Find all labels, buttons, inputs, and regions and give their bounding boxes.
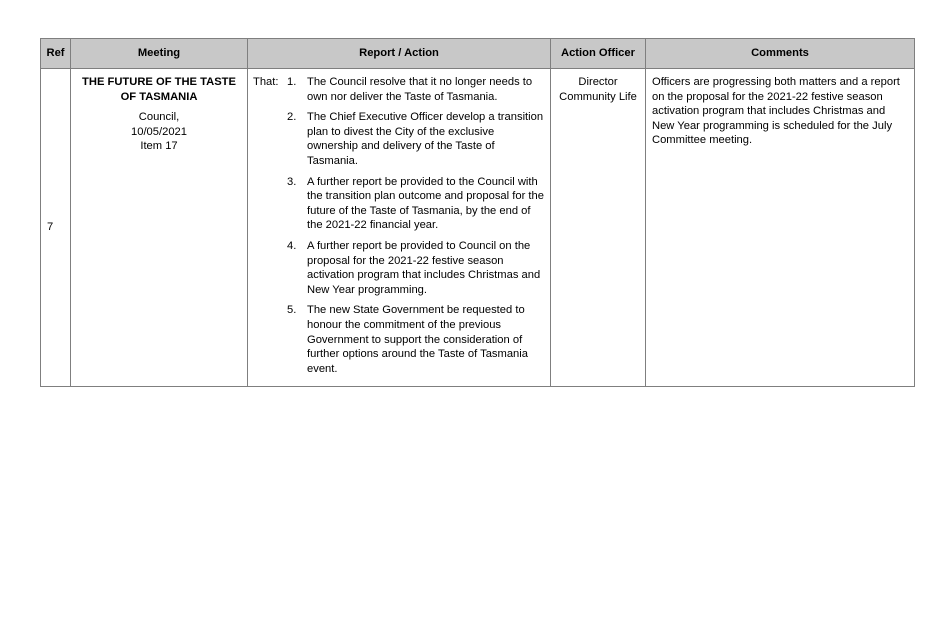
header-ref: Ref: [41, 39, 71, 69]
report-item-text: The Chief Executive Officer develop a transition plan to divest the City of the exclusive ownership and delivery of the Taste of Tasmania.: [307, 111, 544, 167]
report-item: [253, 175, 544, 233]
meeting-cell: [71, 69, 248, 387]
header-meeting: Meeting: [71, 39, 248, 69]
report-item: [253, 303, 544, 376]
report-item-number: 3.: [287, 175, 297, 188]
report-lead: That:: [253, 76, 279, 88]
header-comments: Comments: [646, 39, 915, 69]
report-item-text: The new State Government be requested to honour the commitment of the previous Government to support the consideration of further options around the Taste of Tasmania event.: [307, 304, 528, 375]
report-item-text: A further report be provided to the Council with the transition plan outcome and proposal for the future of the Taste of Tasmania, by the end of the 2021-22 financial year.: [307, 175, 544, 232]
comments-cell: Officers are progressing both matters and a report on the proposal for the 2021-22 festive season activation program that includes Christmas and New Year programming is scheduled for the July Committee meeting.: [646, 69, 915, 387]
report-item-number: 5.: [287, 304, 297, 317]
meeting-date: 10/05/2021: [131, 125, 187, 138]
action-officer-cell: Director Community Life: [551, 69, 646, 387]
report-item-number: 1.: [287, 76, 297, 88]
header-action-officer: Action Officer: [551, 39, 646, 69]
report-item-number: 2.: [287, 111, 297, 124]
report-item-number: 4.: [287, 239, 297, 252]
report-item: [253, 239, 544, 297]
meeting-item: Item 17: [140, 140, 178, 153]
ref-cell: 7: [41, 69, 71, 387]
table-header-row: [41, 39, 915, 69]
report-item: [253, 75, 544, 104]
report-cell: [248, 69, 551, 387]
report-item: [253, 110, 544, 168]
action-table: [40, 38, 915, 387]
meeting-body: Council,: [138, 111, 180, 124]
meeting-title: THE FUTURE OF THE TASTE OF TASMANIA: [82, 76, 236, 103]
header-report-action: Report / Action: [248, 39, 551, 69]
report-item-text: The Council resolve that it no longer needs to own nor deliver the Taste of Tasmania.: [307, 76, 533, 103]
report-item-text: A further report be provided to Council on the proposal for the 2021-22 festive season activation program that includes Christmas and New Year programming.: [307, 239, 541, 296]
table-row: [41, 69, 915, 387]
